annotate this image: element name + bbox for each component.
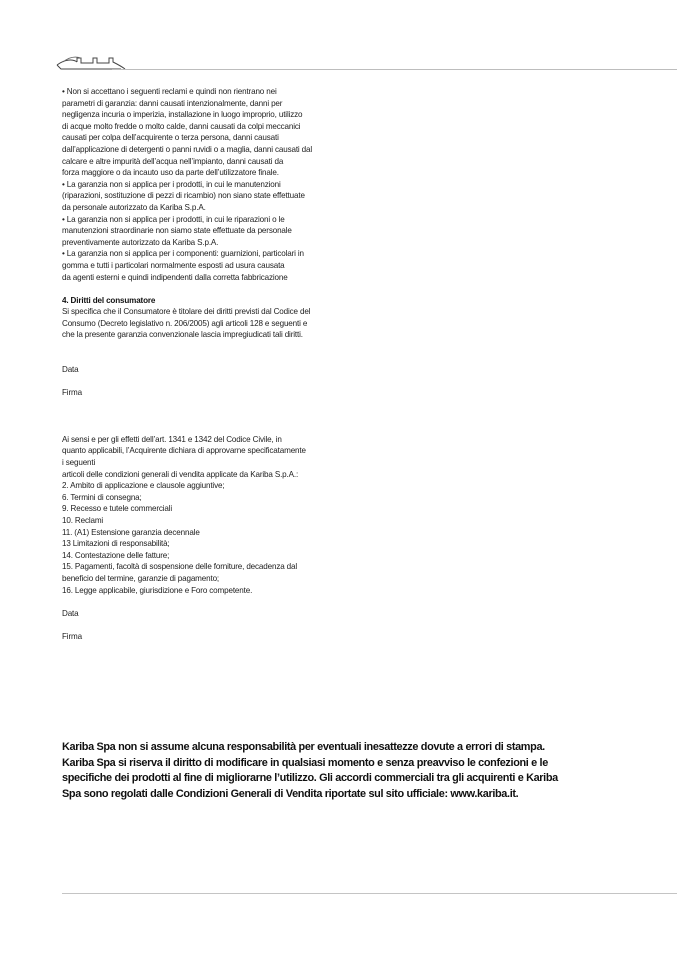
text-line: calcare e altre impurità dell’acqua nell’impianto, danni causati da: [62, 156, 284, 166]
disclaimer-line: Kariba Spa si riserva il diritto di modificare in qualsiasi momento e senza preavviso le confezioni e le: [62, 756, 548, 769]
text-line: parametri di garanzia: danni causati intenzionalmente, danni per: [62, 98, 283, 108]
date-field[interactable]: [62, 376, 352, 388]
text-line: di acque molto fredde o molto calde, danni causati da colpi meccanici: [62, 121, 301, 131]
text-line: (riparazioni, sostituzione di pezzi di ricambio) non siano state effettuate: [62, 191, 305, 201]
list-item: 13 Limitazioni di responsabilità;: [62, 539, 170, 549]
date-field[interactable]: [62, 619, 352, 631]
text-line: • La garanzia non si applica per i prodotti, in cui le riparazioni o le: [62, 214, 285, 224]
text-line: quanto applicabili, l’Acquirente dichiara di approvarne specificatamente: [62, 446, 306, 456]
spacer: [62, 399, 352, 422]
text-line: • La garanzia non si applica per i componenti: guarnizioni, particolari in: [62, 249, 304, 259]
list-item: 6. Termini di consegna;: [62, 492, 142, 502]
text-line: manutenzioni straordinarie non siamo state effettuate da personale: [62, 226, 292, 236]
date-label: Data: [62, 608, 79, 618]
warranty-exclusions: [62, 86, 352, 283]
warranty-content: [62, 86, 352, 643]
text-line: articoli delle condizioni generali di vendita applicate da Kariba S.p.A.:: [62, 469, 299, 479]
text-line: gomma e tutti i particolari normalmente esposti ad usura causata: [62, 260, 285, 270]
text-line: causati per colpa dell’acquirente o terza persona, danni causati: [62, 133, 279, 143]
spacer: [62, 596, 352, 608]
text-line: preventivamente autorizzato da Kariba S.p.A.: [62, 237, 219, 247]
text-line: • La garanzia non si applica per i prodotti, in cui le manutenzioni: [62, 179, 281, 189]
text-line: • Non si accettano i seguenti reclami e quindi non rientrano nei: [62, 87, 277, 96]
text-line: Consumo (Decreto legislativo n. 206/2005) agli articoli 128 e seguenti e: [62, 318, 308, 328]
header-rule: [112, 69, 677, 70]
spacer: [62, 422, 352, 434]
signature-label: Firma: [62, 388, 82, 398]
footer-rule: [62, 893, 677, 894]
text-line: da agenti esterni e quindi indipendenti dalla corretta fabbricazione: [62, 272, 288, 282]
kariba-wave-logo-icon: [55, 52, 127, 77]
text-line: dall’applicazione di detergenti o panni ruvidi o a maglia, danni causati dal: [62, 144, 313, 154]
signature-label: Firma: [62, 631, 82, 641]
disclaimer-line: Kariba Spa non si assume alcuna responsabilità per eventuali inesattezze dovute a errori di stampa.: [62, 741, 545, 753]
text-line: negligenza incuria o imperizia, installazione in luogo improprio, utilizzo: [62, 110, 303, 120]
signature-block: [62, 364, 352, 399]
text-line: Si specifica che il Consumatore è titolare dei diritti previsti dal Codice del: [62, 307, 311, 317]
spacer: [62, 283, 352, 295]
list-item: 10. Reclami: [62, 515, 104, 525]
spacer: [62, 341, 352, 364]
list-item: beneficio del termine, garanzie di pagamento;: [62, 573, 220, 583]
list-item: 2. Ambito di applicazione e clausole aggiuntive;: [62, 481, 225, 491]
list-item: 15. Pagamenti, facoltà di sospensione delle forniture, decadenza dal: [62, 562, 298, 572]
disclaimer: [62, 740, 622, 802]
date-label: Data: [62, 365, 79, 375]
text-line: che la presente garanzia convenzionale lascia impregiudicati tali diritti.: [62, 330, 303, 340]
list-item: 9. Recesso e tutele commerciali: [62, 504, 173, 514]
disclaimer-line: specifiche dei prodotti al fine di migliorarne l’utilizzo. Gli accordi commerciali tra gli acquirenti e Kariba: [62, 772, 558, 785]
approval-section: [62, 434, 352, 596]
list-item: 16. Legge applicabile, giurisdizione e Foro competente.: [62, 585, 253, 595]
text-line: forza maggiore o da incauto uso da parte dell’utilizzatore finale.: [62, 168, 279, 178]
signature-block: [62, 608, 352, 643]
text-line: Ai sensi e per gli effetti dell’art. 1341 e 1342 del Codice Civile, in: [62, 434, 282, 444]
section-heading: 4. Diritti del consumatore: [62, 295, 156, 305]
consumer-rights-section: [62, 295, 352, 341]
disclaimer-line: Spa sono regolati dalle Condizioni Generali di Vendita riportate sul sito ufficiale: www.kariba.it.: [62, 787, 519, 800]
text-line: da personale autorizzato da Kariba S.p.A.: [62, 202, 206, 212]
text-line: i seguenti: [62, 458, 96, 467]
list-item: 11. (A1) Estensione garanzia decennale: [62, 527, 200, 537]
list-item: 14. Contestazione delle fatture;: [62, 550, 170, 560]
